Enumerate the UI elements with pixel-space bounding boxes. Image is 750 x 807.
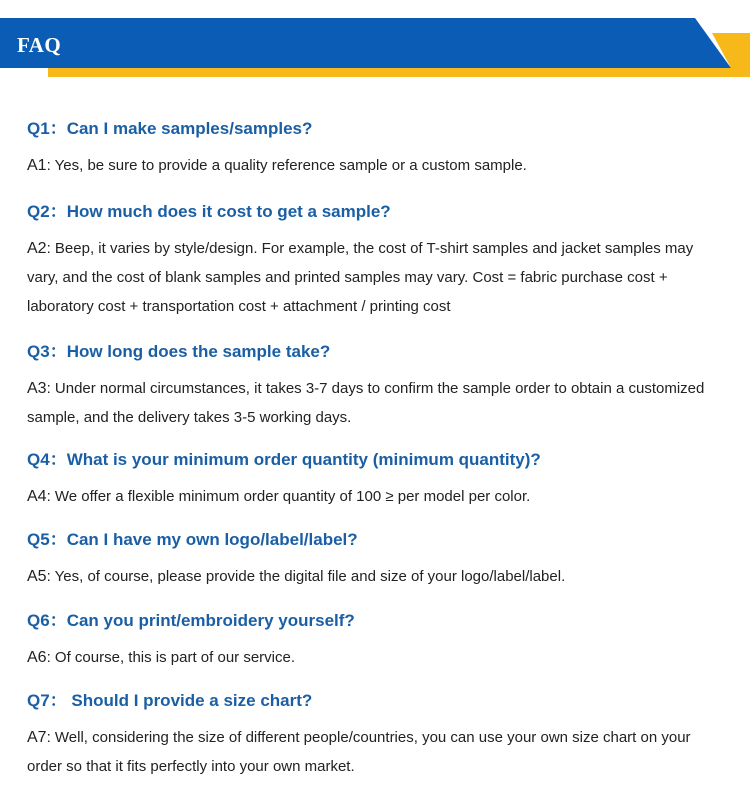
answer-label: A4 bbox=[27, 488, 47, 505]
question bbox=[27, 610, 717, 632]
answer-text: : We offer a flexible minimum order quantity of 100 ≥ per model per color. bbox=[46, 488, 531, 505]
question-separator: ： bbox=[49, 691, 67, 710]
answer-text: : Well, considering the size of different people/countries, you can use your own size chart on your order so that it fits perfectly into your own market. bbox=[27, 729, 691, 775]
answer bbox=[27, 562, 717, 591]
faq-header-banner bbox=[0, 0, 750, 80]
question-text: Can I have my own logo/label/label? bbox=[66, 530, 358, 549]
question-label: Q1 bbox=[27, 119, 50, 138]
question-separator: ： bbox=[49, 202, 67, 221]
question-text: Can I make samples/samples? bbox=[66, 119, 313, 138]
question bbox=[27, 201, 717, 223]
answer bbox=[27, 234, 717, 321]
answer-text: : Under normal circumstances, it takes 3-7 days to confirm the sample order to obtain a customized sample, and the delivery takes 3-5 working days. bbox=[27, 380, 705, 426]
faq-item bbox=[27, 690, 717, 781]
banner-shape bbox=[0, 0, 750, 80]
faq-item bbox=[27, 610, 717, 672]
answer-label: A1 bbox=[27, 157, 47, 174]
question-label: Q5 bbox=[27, 530, 50, 549]
question bbox=[27, 690, 717, 712]
answer bbox=[27, 151, 717, 180]
question-separator: ： bbox=[49, 611, 67, 630]
question-text: How much does it cost to get a sample? bbox=[66, 202, 391, 221]
answer-text: : Yes, of course, please provide the digital file and size of your logo/label/label. bbox=[46, 568, 566, 585]
question-text: What is your minimum order quantity (minimum quantity)? bbox=[66, 450, 541, 469]
question-label: Q7 bbox=[27, 691, 50, 710]
question-label: Q2 bbox=[27, 202, 50, 221]
question-separator: ： bbox=[49, 450, 67, 469]
question bbox=[27, 118, 717, 140]
question-separator: ： bbox=[49, 119, 67, 138]
faq-item bbox=[27, 201, 717, 321]
answer bbox=[27, 643, 717, 672]
page-title: FAQ bbox=[17, 33, 62, 57]
question-text: Can you print/embroidery yourself? bbox=[66, 611, 355, 630]
question-label: Q6 bbox=[27, 611, 50, 630]
answer-label: A6 bbox=[27, 649, 47, 666]
answer bbox=[27, 482, 717, 511]
answer bbox=[27, 723, 717, 781]
question-label: Q3 bbox=[27, 342, 50, 361]
question bbox=[27, 341, 717, 363]
answer-label: A3 bbox=[27, 380, 47, 397]
question-separator: ： bbox=[49, 530, 67, 549]
question-text: Should I provide a size chart? bbox=[66, 691, 313, 710]
answer bbox=[27, 374, 717, 432]
answer-label: A2 bbox=[27, 240, 47, 257]
faq-item bbox=[27, 529, 717, 591]
answer-text: : Of course, this is part of our service. bbox=[46, 649, 296, 666]
question-label: Q4 bbox=[27, 450, 50, 469]
faq-item bbox=[27, 449, 717, 511]
answer-text: : Yes, be sure to provide a quality reference sample or a custom sample. bbox=[46, 157, 527, 174]
answer-label: A5 bbox=[27, 568, 47, 585]
faq-item bbox=[27, 341, 717, 432]
banner-blue-bar bbox=[0, 18, 731, 68]
faq-item bbox=[27, 118, 717, 180]
question bbox=[27, 529, 717, 551]
answer-label: A7 bbox=[27, 729, 47, 746]
question bbox=[27, 449, 717, 471]
question-separator: ： bbox=[49, 342, 67, 361]
question-text: How long does the sample take? bbox=[66, 342, 331, 361]
answer-text: : Beep, it varies by style/design. For example, the cost of T-shirt samples and jacket samples may vary, and the cost of blank samples and printed samples may vary. Cost = fabric purchase cost + laboratory cost + transportation cost + attachment / printing cost bbox=[27, 240, 694, 315]
